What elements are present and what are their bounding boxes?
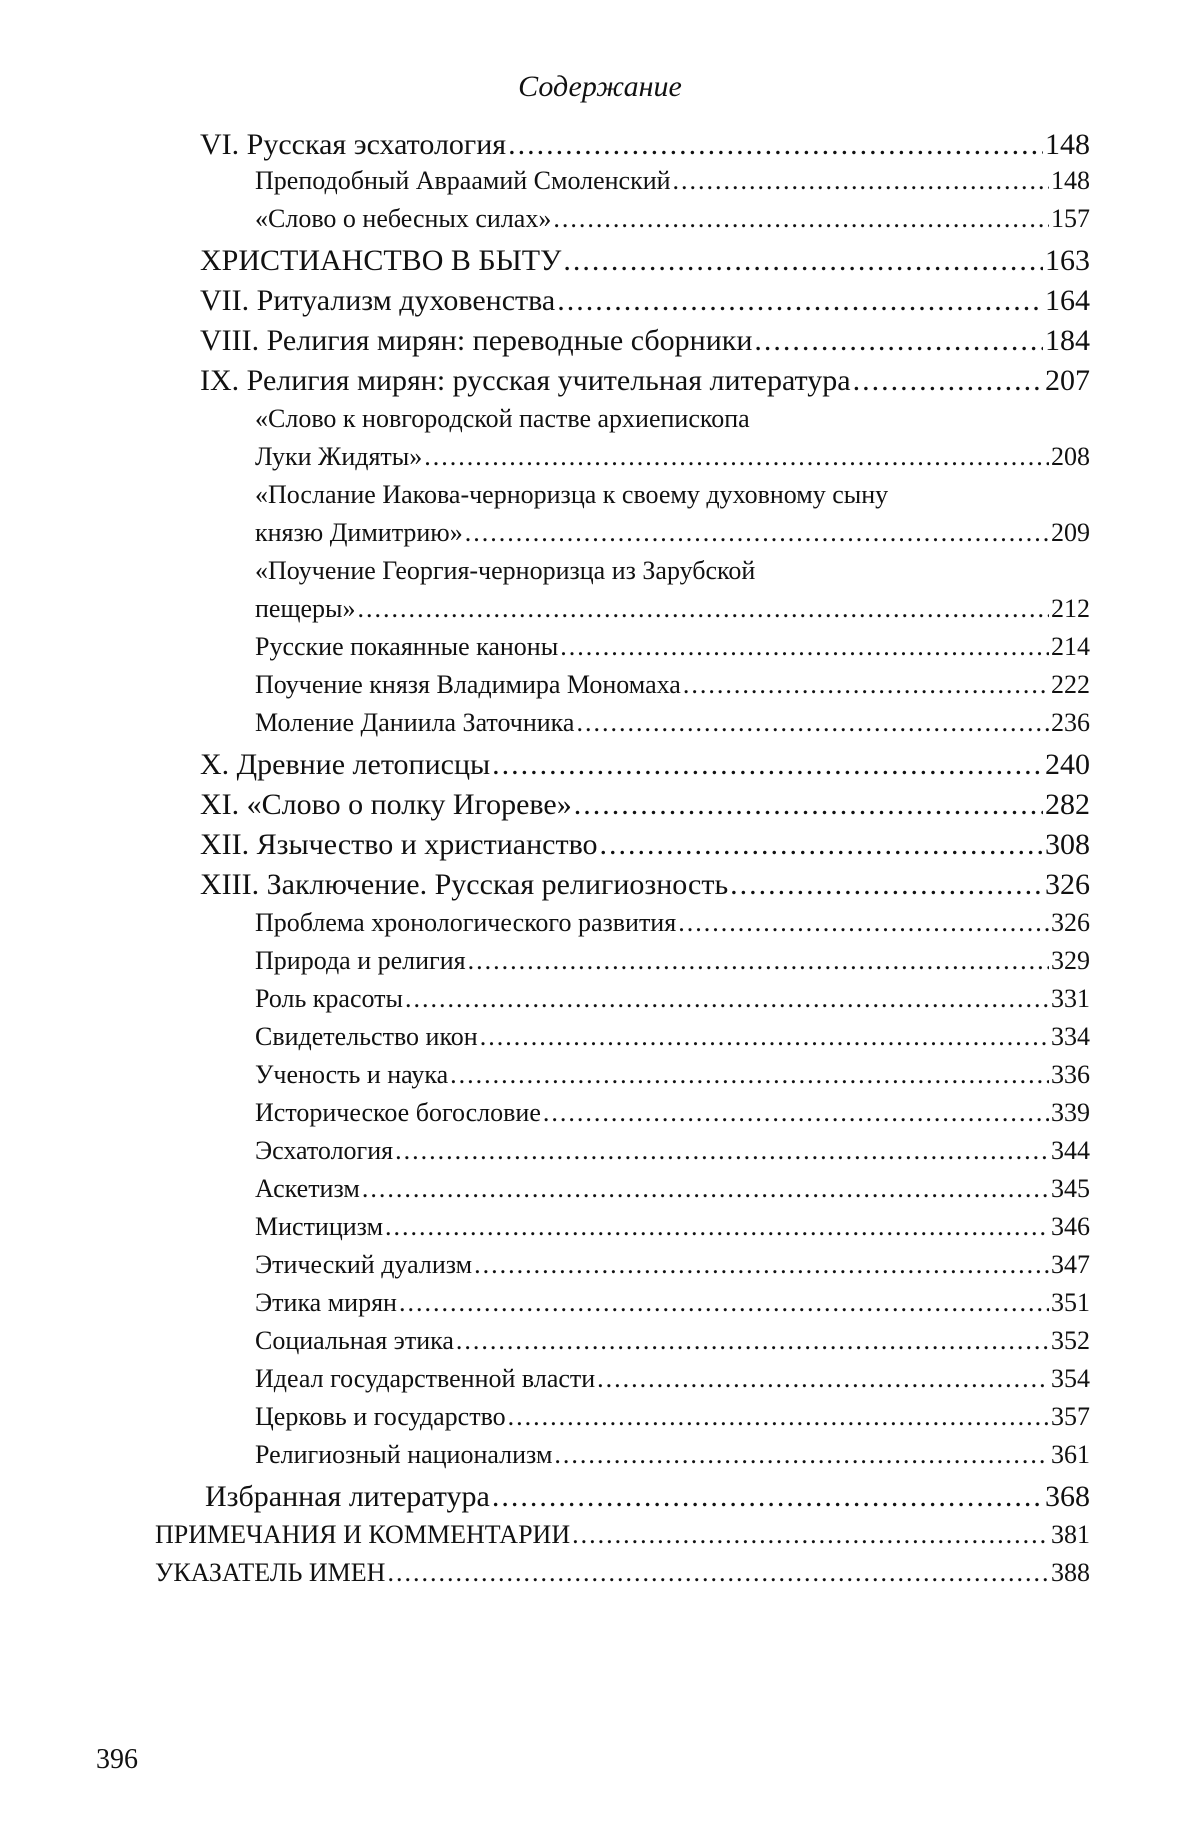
toc-entry[interactable] — [255, 1098, 1090, 1128]
toc-entry-title: Роль красоты — [255, 984, 404, 1013]
toc-entry[interactable] — [255, 1174, 1090, 1204]
toc-entry[interactable] — [205, 1480, 1090, 1514]
toc-entry-page: 282 — [1045, 788, 1090, 821]
toc-entry[interactable] — [200, 324, 1090, 358]
toc-entry-page: 164 — [1045, 284, 1090, 317]
toc-entry-page: 236 — [1051, 708, 1090, 737]
toc-entry-title: Русские покаянные каноны — [255, 632, 559, 661]
leader-dots — [385, 1212, 1049, 1242]
leader-dots — [673, 166, 1049, 196]
toc-entry[interactable] — [200, 788, 1090, 822]
leader-dots — [683, 670, 1049, 700]
toc-entry-title: УКАЗАТЕЛЬ ИМЕН — [155, 1558, 386, 1587]
toc-entry-title: «Слово о небесных силах» — [255, 204, 552, 233]
toc-entry[interactable] — [255, 1060, 1090, 1090]
toc-entry-page: 357 — [1051, 1402, 1090, 1431]
toc-entry[interactable] — [255, 670, 1090, 700]
leader-dots — [554, 1440, 1049, 1470]
toc-entry[interactable] — [255, 1136, 1090, 1166]
toc-entry-title: Свидетельство икон — [255, 1022, 478, 1051]
leader-dots — [480, 1022, 1049, 1052]
toc-entry[interactable] — [200, 828, 1090, 862]
toc-entry[interactable] — [200, 244, 1090, 278]
toc-entry-page: 326 — [1051, 908, 1090, 937]
leader-dots — [553, 204, 1049, 234]
leader-dots — [572, 1520, 1049, 1550]
toc-entry-title: X. Древние летописцы — [200, 748, 491, 781]
toc-entry-title: VII. Ритуализм духовенства — [200, 284, 556, 317]
toc-entry-title: IX. Религия мирян: русская учительная литература — [200, 364, 851, 397]
leader-dots — [576, 708, 1049, 738]
toc-entry[interactable] — [255, 1440, 1090, 1470]
leader-dots — [508, 128, 1043, 162]
toc-entry-page: 381 — [1051, 1520, 1090, 1549]
leader-dots — [563, 244, 1043, 278]
toc-entry[interactable] — [255, 1288, 1090, 1318]
toc-entry-title: VI. Русская эсхатология — [200, 128, 507, 161]
leader-dots — [456, 1326, 1049, 1356]
toc-entry[interactable] — [255, 984, 1090, 1014]
toc-entry-page: 148 — [1051, 166, 1090, 195]
toc-entry-title: Ученость и наука — [255, 1060, 449, 1089]
toc-entry-page: 339 — [1051, 1098, 1090, 1127]
leader-dots — [560, 632, 1049, 662]
toc-entry[interactable] — [255, 946, 1090, 976]
toc-entry-title: Этический дуализм — [255, 1250, 473, 1279]
toc-entry[interactable] — [255, 204, 1090, 234]
leader-dots — [678, 908, 1049, 938]
toc-entry-page: 329 — [1051, 946, 1090, 975]
toc-entry-title: Религиозный национализм — [255, 1440, 553, 1469]
toc-entry[interactable] — [255, 708, 1090, 738]
toc-entry[interactable] — [200, 868, 1090, 902]
leader-dots — [387, 1558, 1049, 1588]
leader-dots — [395, 1136, 1049, 1166]
toc-entry-page: 334 — [1051, 1022, 1090, 1051]
toc-entry-page: 163 — [1045, 244, 1090, 277]
toc-entry-page: 240 — [1045, 748, 1090, 781]
toc-entry-title: Этика мирян — [255, 1288, 397, 1317]
toc-entry-page: 308 — [1045, 828, 1090, 861]
toc-entry-page: 208 — [1051, 442, 1090, 471]
page-number: 396 — [96, 1744, 138, 1775]
toc-entry-page: 388 — [1051, 1558, 1090, 1587]
leader-dots — [600, 828, 1043, 862]
toc-entry-title: Проблема хронологического развития — [255, 908, 677, 937]
toc-entry-page: 148 — [1045, 128, 1090, 161]
toc-entry[interactable] — [255, 442, 1090, 472]
toc-entry-title: Луки Жидяты» — [255, 442, 423, 471]
toc-entry-title: Поучение князя Владимира Мономаха — [255, 670, 681, 699]
toc-entry-page: 214 — [1051, 632, 1090, 661]
toc-entry-title: XI. «Слово о полку Игореве» — [200, 788, 572, 821]
toc-entry-page: 336 — [1051, 1060, 1090, 1089]
toc-entry[interactable] — [255, 1402, 1090, 1432]
running-header: Содержание — [518, 70, 682, 103]
toc-entry-page: 207 — [1045, 364, 1090, 397]
leader-dots — [474, 1250, 1049, 1280]
toc-entry[interactable] — [255, 1326, 1090, 1356]
leader-dots — [853, 364, 1043, 398]
toc-entry-page: 351 — [1051, 1288, 1090, 1317]
toc-entry-title-line1: «Поучение Георгия-черноризца из Зарубской — [255, 556, 756, 585]
toc-entry[interactable] — [255, 166, 1090, 196]
toc-entry-title: Моление Даниила Заточника — [255, 708, 575, 737]
toc-entry-title: VIII. Религия мирян: переводные сборники — [200, 324, 753, 357]
toc-entry-page: 212 — [1051, 594, 1090, 623]
toc-entry-title: XIII. Заключение. Русская религиозность — [200, 868, 729, 901]
toc-entry-page: 361 — [1051, 1440, 1090, 1469]
toc-entry-title: Эсхатология — [255, 1136, 394, 1165]
toc-entry-title-line1: «Послание Иакова-черноризца к своему духовному сыну — [255, 480, 889, 509]
toc-entry-title: Природа и религия — [255, 946, 466, 975]
toc-entry[interactable] — [200, 128, 1090, 162]
toc-entry-title: князю Димитрию» — [255, 518, 463, 547]
toc-entry-title: Мистицизм — [255, 1212, 384, 1241]
toc-entry[interactable] — [155, 1558, 1090, 1588]
toc-entry-page: 352 — [1051, 1326, 1090, 1355]
leader-dots — [424, 442, 1049, 472]
leader-dots — [574, 788, 1043, 822]
leader-dots — [362, 1174, 1049, 1204]
leader-dots — [405, 984, 1049, 1014]
toc-entry-title: Церковь и государство — [255, 1402, 506, 1431]
toc-entry-title: Историческое богословие — [255, 1098, 541, 1127]
toc-entry[interactable] — [155, 1520, 1090, 1550]
toc-entry-title: Идеал государственной власти — [255, 1364, 596, 1393]
toc-entry[interactable] — [200, 284, 1090, 318]
toc-entry[interactable] — [200, 748, 1090, 782]
leader-dots — [450, 1060, 1049, 1090]
toc-entry[interactable] — [255, 1212, 1090, 1242]
toc-entry[interactable] — [255, 632, 1090, 662]
toc-entry-title: Избранная литература — [205, 1480, 490, 1513]
toc-entry[interactable] — [255, 908, 1090, 938]
leader-dots — [754, 324, 1043, 358]
leader-dots — [492, 748, 1043, 782]
toc-entry-page: 368 — [1045, 1480, 1090, 1513]
toc-entry-page: 222 — [1051, 670, 1090, 699]
leader-dots — [508, 1402, 1049, 1432]
toc-entry-page: 346 — [1051, 1212, 1090, 1241]
toc-entry-page: 209 — [1051, 518, 1090, 547]
leader-dots — [557, 284, 1043, 318]
toc-entry-page: 331 — [1051, 984, 1090, 1013]
toc-entry-title: ХРИСТИАНСТВО В БЫТУ — [200, 244, 562, 277]
toc-entry-page: 157 — [1051, 204, 1090, 233]
toc-entry[interactable] — [255, 518, 1090, 548]
leader-dots — [465, 518, 1049, 548]
toc-entry[interactable] — [255, 594, 1090, 624]
toc-entry-page: 347 — [1051, 1250, 1090, 1279]
leader-dots — [597, 1364, 1049, 1394]
leader-dots — [730, 868, 1043, 902]
toc-entry[interactable] — [255, 1022, 1090, 1052]
toc-entry-page: 354 — [1051, 1364, 1090, 1393]
toc-entry-page: 184 — [1045, 324, 1090, 357]
toc-entry[interactable] — [255, 1364, 1090, 1394]
leader-dots — [357, 594, 1049, 624]
leader-dots — [543, 1098, 1049, 1128]
toc-entry-title: Преподобный Авраамий Смоленский — [255, 166, 671, 195]
leader-dots — [399, 1288, 1049, 1318]
toc-entry-title: XII. Язычество и христианство — [200, 828, 598, 861]
toc-entry-page: 345 — [1051, 1174, 1090, 1203]
toc-entry-title: Социальная этика — [255, 1326, 454, 1355]
toc-entry-title: ПРИМЕЧАНИЯ И КОММЕНТАРИИ — [155, 1520, 571, 1549]
leader-dots — [468, 946, 1049, 976]
toc-entry-title: Аскетизм — [255, 1174, 360, 1203]
toc-entry-title-line1: «Слово к новгородской пастве архиепископа — [255, 404, 750, 433]
toc-entry-title: пещеры» — [255, 594, 356, 623]
toc-entry-page: 344 — [1051, 1136, 1090, 1165]
toc-entry-page: 326 — [1045, 868, 1090, 901]
toc-entry[interactable] — [255, 1250, 1090, 1280]
toc-entry[interactable] — [200, 364, 1090, 398]
leader-dots — [492, 1480, 1043, 1514]
